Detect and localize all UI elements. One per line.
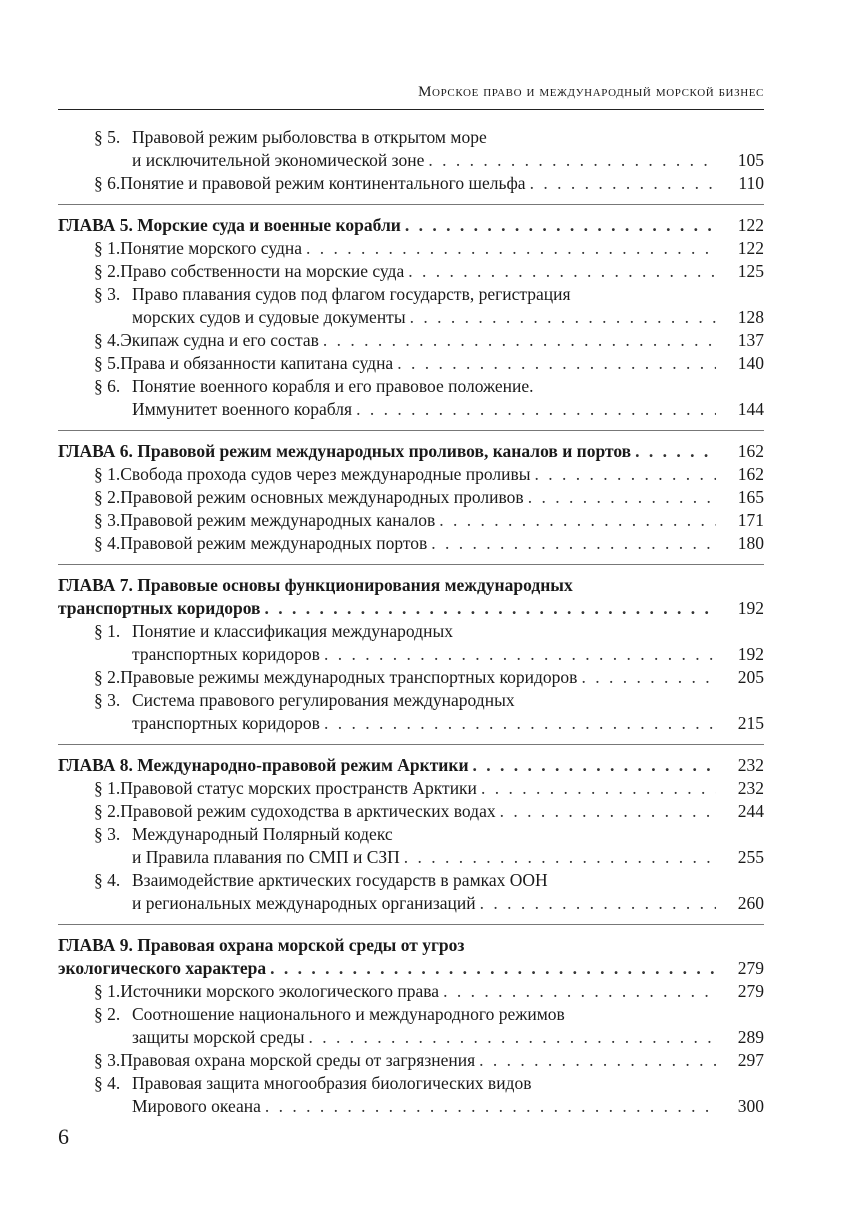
section-title: Правовой режим международных каналов bbox=[120, 510, 436, 530]
leader-dots bbox=[500, 800, 716, 823]
section-number: § 6. bbox=[94, 173, 121, 193]
chapter-title-cont: экологического характера bbox=[58, 958, 267, 978]
leader-dots bbox=[535, 463, 716, 486]
page-ref: 165 bbox=[737, 487, 764, 507]
chapter-title: ГЛАВА 5. Морские суда и военные корабли bbox=[58, 215, 401, 235]
leader-dots bbox=[356, 398, 716, 421]
section-number: § 1. bbox=[94, 238, 121, 258]
page-ref: 125 bbox=[737, 261, 764, 281]
toc-section-4-5[interactable] bbox=[58, 126, 764, 172]
page-ref: 180 bbox=[737, 533, 764, 553]
toc-section-5-4[interactable] bbox=[58, 329, 764, 352]
leader-dots bbox=[264, 597, 716, 620]
section-title: Система правового регулирования международных bbox=[132, 690, 515, 710]
toc-section-6-4[interactable] bbox=[58, 532, 764, 555]
page-ref: 122 bbox=[737, 215, 764, 235]
toc-section-7-3[interactable] bbox=[58, 689, 764, 735]
page-ref: 279 bbox=[737, 958, 764, 978]
section-title: Взаимодействие арктических государств в рамках ООН bbox=[132, 870, 548, 890]
leader-dots bbox=[265, 1095, 716, 1118]
chapter-title: ГЛАВА 9. Правовая охрана морской среды от угроз bbox=[58, 935, 465, 955]
section-title-cont: морских судов и судовые документы bbox=[132, 307, 406, 327]
chapter-divider bbox=[58, 924, 764, 925]
toc-chapter-9[interactable] bbox=[58, 934, 764, 980]
header-rule bbox=[58, 109, 764, 110]
section-title-cont: и региональных международных организаций bbox=[132, 893, 476, 913]
leader-dots bbox=[480, 892, 716, 915]
leader-dots bbox=[397, 352, 716, 375]
section-number: § 3. bbox=[94, 824, 121, 844]
section-title: Понятие и правовой режим континентального шельфа bbox=[120, 173, 526, 193]
section-title: Право собственности на морские суда bbox=[120, 261, 405, 281]
leader-dots bbox=[635, 440, 716, 463]
toc-section-9-1[interactable] bbox=[58, 980, 764, 1003]
page-ref: 137 bbox=[737, 330, 764, 350]
page-ref: 215 bbox=[737, 713, 764, 733]
section-title: Права и обязанности капитана судна bbox=[120, 353, 394, 373]
toc-section-5-3[interactable] bbox=[58, 283, 764, 329]
toc-section-5-1[interactable] bbox=[58, 237, 764, 260]
section-number: § 4. bbox=[94, 870, 121, 890]
leader-dots bbox=[405, 214, 716, 237]
toc-chapter-6[interactable] bbox=[58, 440, 764, 463]
section-title-cont: и Правила плавания по СМП и СЗП bbox=[132, 847, 400, 867]
leader-dots bbox=[443, 980, 716, 1003]
leader-dots bbox=[323, 329, 716, 352]
page-ref: 128 bbox=[737, 307, 764, 327]
toc-section-8-4[interactable] bbox=[58, 869, 764, 915]
toc-chapter-8[interactable] bbox=[58, 754, 764, 777]
section-title: Международный Полярный кодекс bbox=[132, 824, 393, 844]
section-number: § 5. bbox=[94, 353, 121, 373]
section-title: Право плавания судов под флагом государств, регистрация bbox=[132, 284, 571, 304]
section-number: § 3. bbox=[94, 690, 121, 710]
section-title: Источники морского экологического права bbox=[120, 981, 440, 1001]
toc-section-8-3[interactable] bbox=[58, 823, 764, 869]
toc-section-7-1[interactable] bbox=[58, 620, 764, 666]
page-ref: 162 bbox=[737, 441, 764, 461]
section-title: Понятие и классификация международных bbox=[132, 621, 453, 641]
page-ref: 260 bbox=[737, 893, 764, 913]
section-title-cont: защиты морской среды bbox=[132, 1027, 305, 1047]
section-title: Правовой режим основных международных проливов bbox=[120, 487, 524, 507]
page-ref: 232 bbox=[737, 778, 764, 798]
page-ref: 192 bbox=[737, 644, 764, 664]
section-title: Правовой режим рыболовства в открытом море bbox=[132, 127, 487, 147]
toc-section-9-2[interactable] bbox=[58, 1003, 764, 1049]
leader-dots bbox=[408, 260, 716, 283]
chapter-title: ГЛАВА 8. Международно-правовой режим Арктики bbox=[58, 755, 469, 775]
leader-dots bbox=[528, 486, 716, 509]
section-number: § 1. bbox=[94, 778, 121, 798]
page-ref: 110 bbox=[738, 173, 764, 193]
page-ref: 105 bbox=[737, 150, 764, 170]
toc-section-8-1[interactable] bbox=[58, 777, 764, 800]
section-title-cont: транспортных коридоров bbox=[132, 644, 320, 664]
leader-dots bbox=[530, 172, 716, 195]
section-title: Понятие военного корабля и его правовое положение. bbox=[132, 376, 534, 396]
leader-dots bbox=[404, 846, 716, 869]
toc-section-4-6[interactable] bbox=[58, 172, 764, 195]
page-number: 6 bbox=[58, 1124, 69, 1149]
section-title: Правовой режим международных портов bbox=[120, 533, 428, 553]
page-ref: 144 bbox=[737, 399, 764, 419]
chapter-divider bbox=[58, 564, 764, 565]
toc-section-9-3[interactable] bbox=[58, 1049, 764, 1072]
leader-dots bbox=[270, 957, 716, 980]
section-number: § 4. bbox=[94, 533, 121, 553]
leader-dots bbox=[324, 643, 716, 666]
section-title: Правовой режим судоходства в арктических водах bbox=[120, 801, 496, 821]
toc-section-9-4[interactable] bbox=[58, 1072, 764, 1118]
leader-dots bbox=[410, 306, 716, 329]
section-title: Соотношение национального и международного режимов bbox=[132, 1004, 565, 1024]
page-ref: 171 bbox=[737, 510, 764, 530]
page-ref: 232 bbox=[737, 755, 764, 775]
section-number: § 3. bbox=[94, 510, 121, 530]
section-number: § 4. bbox=[94, 1073, 121, 1093]
toc-section-6-3[interactable] bbox=[58, 509, 764, 532]
section-number: § 1. bbox=[94, 464, 121, 484]
section-title-cont: Мирового океана bbox=[132, 1096, 261, 1116]
chapter-divider bbox=[58, 204, 764, 205]
page-ref: 162 bbox=[737, 464, 764, 484]
leader-dots bbox=[428, 149, 716, 172]
leader-dots bbox=[479, 1049, 716, 1072]
leader-dots bbox=[306, 237, 716, 260]
running-header: Морское право и международный морской бизнес bbox=[418, 84, 764, 100]
page-ref: 300 bbox=[737, 1096, 764, 1116]
leader-dots bbox=[308, 1026, 716, 1049]
section-number: § 2. bbox=[94, 487, 121, 507]
section-title: Понятие морского судна bbox=[120, 238, 303, 258]
page-ref: 244 bbox=[737, 801, 764, 821]
leader-dots bbox=[481, 777, 716, 800]
page-ref: 140 bbox=[737, 353, 764, 373]
section-title: Правовые режимы международных транспортных коридоров bbox=[120, 667, 578, 687]
chapter-divider bbox=[58, 744, 764, 745]
toc-chapter-7[interactable] bbox=[58, 574, 764, 620]
section-title: Правовая защита многообразия биологических видов bbox=[132, 1073, 532, 1093]
chapter-title: ГЛАВА 7. Правовые основы функционирования международных bbox=[58, 575, 573, 595]
page-ref: 192 bbox=[737, 598, 764, 618]
page-ref: 205 bbox=[737, 667, 764, 687]
page-ref: 289 bbox=[737, 1027, 764, 1047]
table-of-contents bbox=[58, 126, 764, 1118]
section-number: § 1. bbox=[94, 981, 121, 1001]
leader-dots bbox=[581, 666, 716, 689]
section-title-cont: и исключительной экономической зоне bbox=[132, 150, 425, 170]
chapter-title-cont: транспортных коридоров bbox=[58, 598, 261, 618]
section-title: Правовой статус морских пространств Арктики bbox=[120, 778, 477, 798]
page-ref: 122 bbox=[737, 238, 764, 258]
toc-section-6-1[interactable] bbox=[58, 463, 764, 486]
section-title: Свобода прохода судов через международные проливы bbox=[120, 464, 531, 484]
toc-chapter-5[interactable] bbox=[58, 214, 764, 237]
section-title-cont: Иммунитет военного корабля bbox=[132, 399, 353, 419]
section-number: § 2. bbox=[94, 261, 121, 281]
section-number: § 4. bbox=[94, 330, 121, 350]
toc-section-5-5[interactable] bbox=[58, 352, 764, 375]
leader-dots bbox=[431, 532, 716, 555]
toc-section-8-2[interactable] bbox=[58, 800, 764, 823]
toc-section-5-6[interactable] bbox=[58, 375, 764, 421]
section-number: § 2. bbox=[94, 1004, 121, 1024]
section-number: § 3. bbox=[94, 1050, 121, 1070]
section-number: § 5. bbox=[94, 127, 121, 147]
page-ref: 279 bbox=[737, 981, 764, 1001]
leader-dots bbox=[473, 754, 716, 777]
page-ref: 297 bbox=[737, 1050, 764, 1070]
section-title: Правовая охрана морской среды от загрязнения bbox=[120, 1050, 476, 1070]
section-number: § 6. bbox=[94, 376, 121, 396]
toc-section-6-2[interactable] bbox=[58, 486, 764, 509]
leader-dots bbox=[439, 509, 716, 532]
section-number: § 1. bbox=[94, 621, 121, 641]
section-number: § 2. bbox=[94, 801, 121, 821]
toc-section-7-2[interactable] bbox=[58, 666, 764, 689]
chapter-divider bbox=[58, 430, 764, 431]
chapter-title: ГЛАВА 6. Правовой режим международных проливов, каналов и портов bbox=[58, 441, 632, 461]
toc-section-5-2[interactable] bbox=[58, 260, 764, 283]
section-number: § 3. bbox=[94, 284, 121, 304]
page-ref: 255 bbox=[737, 847, 764, 867]
leader-dots bbox=[324, 712, 716, 735]
section-title-cont: транспортных коридоров bbox=[132, 713, 320, 733]
section-number: § 2. bbox=[94, 667, 121, 687]
section-title: Экипаж судна и его состав bbox=[120, 330, 319, 350]
